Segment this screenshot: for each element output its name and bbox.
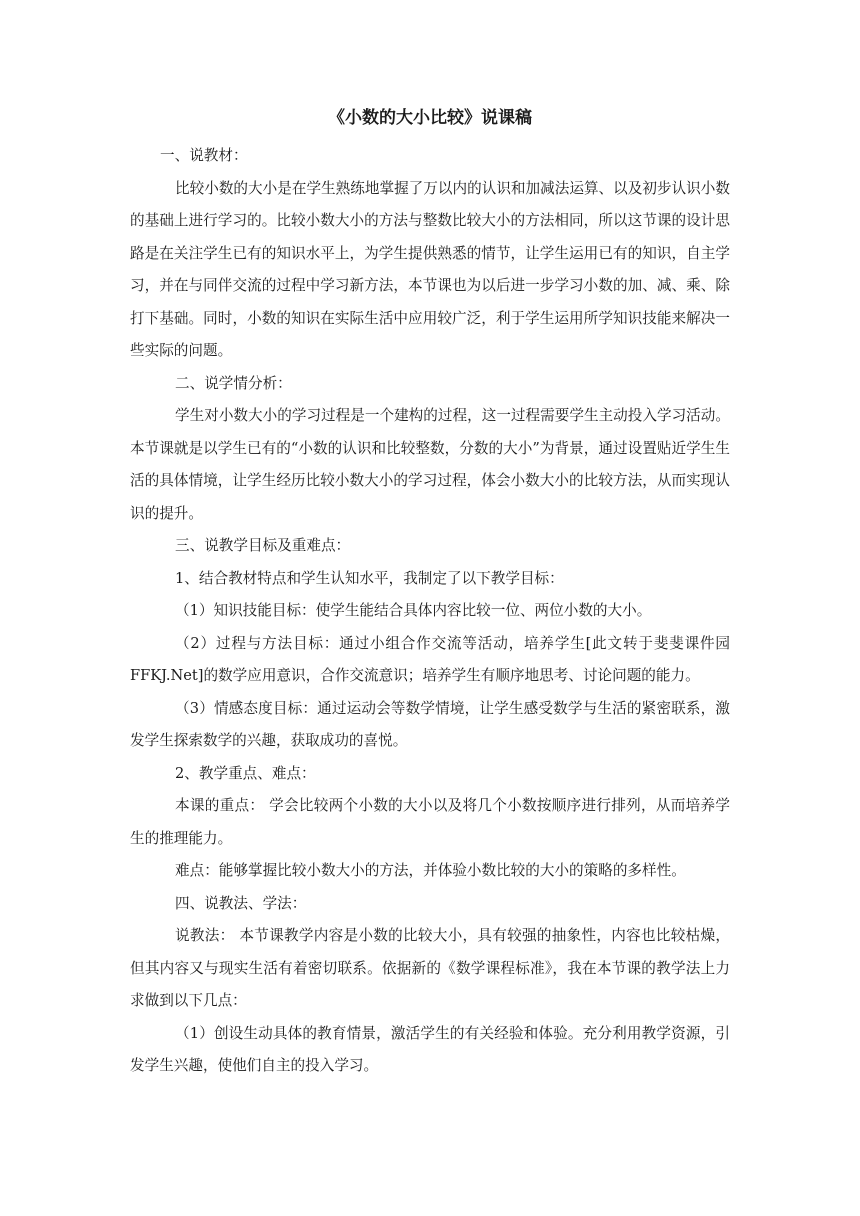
paragraph: （3）情感态度目标：通过运动会等数学情境，让学生感受数学与生活的紧密联系，激发学生探索数学的兴趣，获取成功的喜悦。: [130, 699, 730, 749]
section-heading: 一、说教材：: [160, 147, 248, 164]
paragraph: 难点：能够掌握比较小数大小的方法，并体验小数比较的大小的策略的多样性。: [175, 862, 686, 879]
paragraph: （1）创设生动具体的教育情景，激活学生的有关经验和体验。充分利用教学资源，引发学生兴趣，使他们自主的投入学习。: [130, 1024, 730, 1074]
section-heading: 三、说教学目标及重难点：: [175, 537, 351, 554]
paragraph: 说教法： 本节课教学内容是小数的比较大小，具有较强的抽象性，内容也比较枯燥，但其内容又与现实生活有着密切联系。依据新的《数学课程标准》，我在本节课的教学法上力求做到以下几点：: [130, 927, 730, 1009]
paragraph: （1）知识技能目标：使学生能结合具体内容比较一位、两位小数的大小。: [175, 602, 652, 619]
paragraph: （2）过程与方法目标：通过小组合作交流等活动，培养学生[此文转于斐斐课件园 FFKJ.Net]的数学应用意识，合作交流意识；培养学生有顺序地思考、讨论问题的能力。: [130, 634, 730, 684]
paragraph: 1、结合教材特点和学生认知水平，我制定了以下教学目标：: [175, 569, 564, 587]
paragraph: 学生对小数大小的学习过程是一个建构的过程，这一过程需要学生主动投入学习活动。本节课就是以学生已有的“小数的认识和比较整数，分数的大小”为背景，通过设置贴近学生生活的具体情境，让学生经历比较小数大小的学习过程，体会小数大小的比较方法，从而实现认识的提升。: [130, 407, 730, 522]
paragraph: 本课的重点： 学会比较两个小数的大小以及将几个小数按顺序进行排列，从而培养学生的推理能力。: [130, 797, 730, 847]
document-body: [130, 140, 730, 1083]
section-heading: 二、说学情分析：: [175, 374, 292, 392]
document-title: 《小数的大小比较》说课稿: [328, 108, 532, 128]
paragraph: 2、教学重点、难点：: [175, 764, 316, 782]
section-heading: 四、说教法、学法：: [175, 894, 307, 912]
paragraph: 比较小数的大小是在学生熟练地掌握了万以内的认识和加减法运算、以及初步认识小数的基础上进行学习的。比较小数大小的方法与整数比较大小的方法相同，所以这节课的设计思路是在关注学生已有的知识水平上，为学生提供熟悉的情节，让学生运用已有的知识，自主学习，并在与同伴交流的过程中学习新方法，本节课也为以后进一步学习小数的加、减、乘、除打下基础。同时，小数的知识在实际生活中应用较广泛，利于学生运用所学知识技能来解决一些实际的问题。: [130, 179, 730, 359]
